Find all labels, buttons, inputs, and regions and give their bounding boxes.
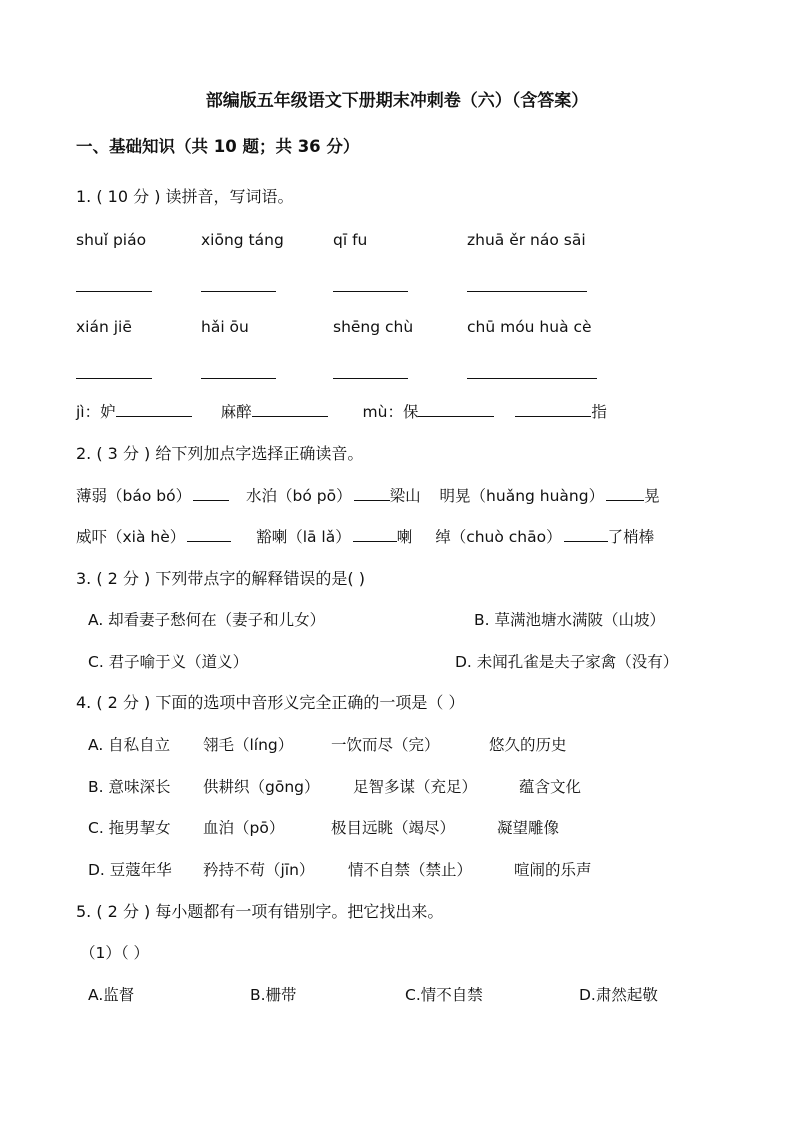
row3-c: mù：保 (362, 403, 419, 421)
option-b[interactable]: B.栅带 (250, 986, 297, 1004)
pinyin-7: shēng chù (333, 318, 414, 336)
option-d[interactable]: D.肃然起敬 (579, 986, 658, 1004)
answer-blank[interactable] (354, 485, 390, 501)
answer-blank[interactable] (201, 291, 276, 292)
answer-blank[interactable] (116, 401, 192, 417)
option-d-word: 喧闹的乐声 (514, 861, 592, 879)
row3-d: 指 (591, 403, 607, 421)
question-1-stem: 1. ( 10 分 ) 读拼音，写词语。 (76, 187, 294, 206)
pinyin-3: qī fu (333, 231, 368, 249)
option-a[interactable]: A. 自私自立 (88, 736, 171, 754)
question-3-stem: 3. ( 2 分 ) 下列带点字的解释错误的是( ) (76, 569, 365, 588)
option-text: 绰（chuò chāo） (435, 528, 562, 546)
pinyin-4: zhuā ěr náo sāi (467, 231, 586, 249)
answer-blank[interactable] (467, 291, 587, 292)
answer-blank[interactable] (467, 378, 597, 379)
answer-blank[interactable] (564, 526, 608, 542)
section-heading: 一、基础知识（共 10 题；共 36 分） (76, 137, 360, 156)
question-2-stem: 2. ( 3 分 ) 给下列加点字选择正确读音。 (76, 444, 364, 463)
option-text: 明晃（huǎng huàng） (439, 487, 605, 505)
option-text: 豁喇（lā lǎ） (256, 528, 351, 546)
pinyin-2: xiōng táng (201, 231, 284, 249)
option-text: 梁山 (389, 487, 421, 505)
sub-question-1: （1）（ ） (80, 944, 150, 962)
option-d[interactable]: D. 未闻孔雀是夫子家禽（没有） (455, 653, 679, 671)
question-4-stem: 4. ( 2 分 ) 下面的选项中音形义完全正确的一项是（ ） (76, 693, 465, 712)
answer-blank[interactable] (187, 526, 231, 542)
option-b-word: 蕴含文化 (519, 778, 582, 796)
option-c-word: 极目远眺（竭尽） (331, 819, 456, 837)
option-c-word: 血泊（pō） (203, 819, 285, 837)
option-d-word: 矜持不苟（jīn） (203, 861, 315, 879)
answer-blank[interactable] (418, 401, 494, 417)
question-1-row3 (76, 401, 607, 423)
option-a-word: 一饮而尽（完） (331, 736, 440, 754)
option-b-word: 足智多谋（充足） (353, 778, 478, 796)
answer-blank[interactable] (76, 291, 152, 292)
option-text: 喇 (396, 528, 413, 546)
option-b[interactable]: B. 草满池塘水满陂（山坡） (474, 611, 665, 629)
option-a[interactable]: A.监督 (88, 986, 135, 1004)
answer-blank[interactable] (252, 401, 328, 417)
row3-a: jì：妒 (76, 403, 116, 421)
option-d[interactable]: D. 豆蔻年华 (88, 861, 172, 879)
option-c[interactable]: C.情不自禁 (405, 986, 483, 1004)
option-text: 水泊（bó pō） (246, 487, 352, 505)
page-title: 部编版五年级语文下册期末冲刺卷（六）（含答案） (205, 91, 589, 111)
answer-blank[interactable] (333, 378, 408, 379)
question-2-line2 (76, 526, 654, 548)
option-text: 薄弱（báo bó） (76, 487, 192, 505)
answer-blank[interactable] (606, 485, 644, 501)
option-c[interactable]: C. 拖男挈女 (88, 819, 171, 837)
answer-blank[interactable] (201, 378, 276, 379)
answer-blank[interactable] (333, 291, 408, 292)
option-d-word: 情不自禁（禁止） (348, 861, 473, 879)
question-5-stem: 5. ( 2 分 ) 每小题都有一项有错别字。把它找出来。 (76, 902, 444, 921)
option-a[interactable]: A. 却看妻子愁何在（妻子和儿女） (88, 611, 326, 629)
option-b-word: 供耕织（gōng） (203, 778, 320, 796)
row3-b: 麻醉 (220, 403, 252, 421)
option-text: 了梢棒 (607, 528, 655, 546)
question-2-line1 (76, 485, 660, 507)
option-a-word: 悠久的历史 (489, 736, 567, 754)
pinyin-6: hǎi ōu (201, 318, 249, 336)
answer-blank[interactable] (193, 485, 229, 501)
answer-blank[interactable] (76, 378, 152, 379)
option-c-word: 凝望雕像 (497, 819, 560, 837)
option-a-word: 翎毛（líng） (203, 736, 294, 754)
option-text: 威吓（xià hè） (76, 528, 186, 546)
pinyin-1: shuǐ piáo (76, 231, 147, 249)
option-b[interactable]: B. 意味深长 (88, 778, 171, 796)
answer-blank[interactable] (353, 526, 397, 542)
option-text: 晃 (644, 487, 660, 505)
option-c[interactable]: C. 君子喻于义（道义） (88, 653, 249, 671)
pinyin-5: xián jiē (76, 318, 132, 336)
pinyin-8: chū móu huà cè (467, 318, 592, 336)
answer-blank[interactable] (515, 401, 591, 417)
